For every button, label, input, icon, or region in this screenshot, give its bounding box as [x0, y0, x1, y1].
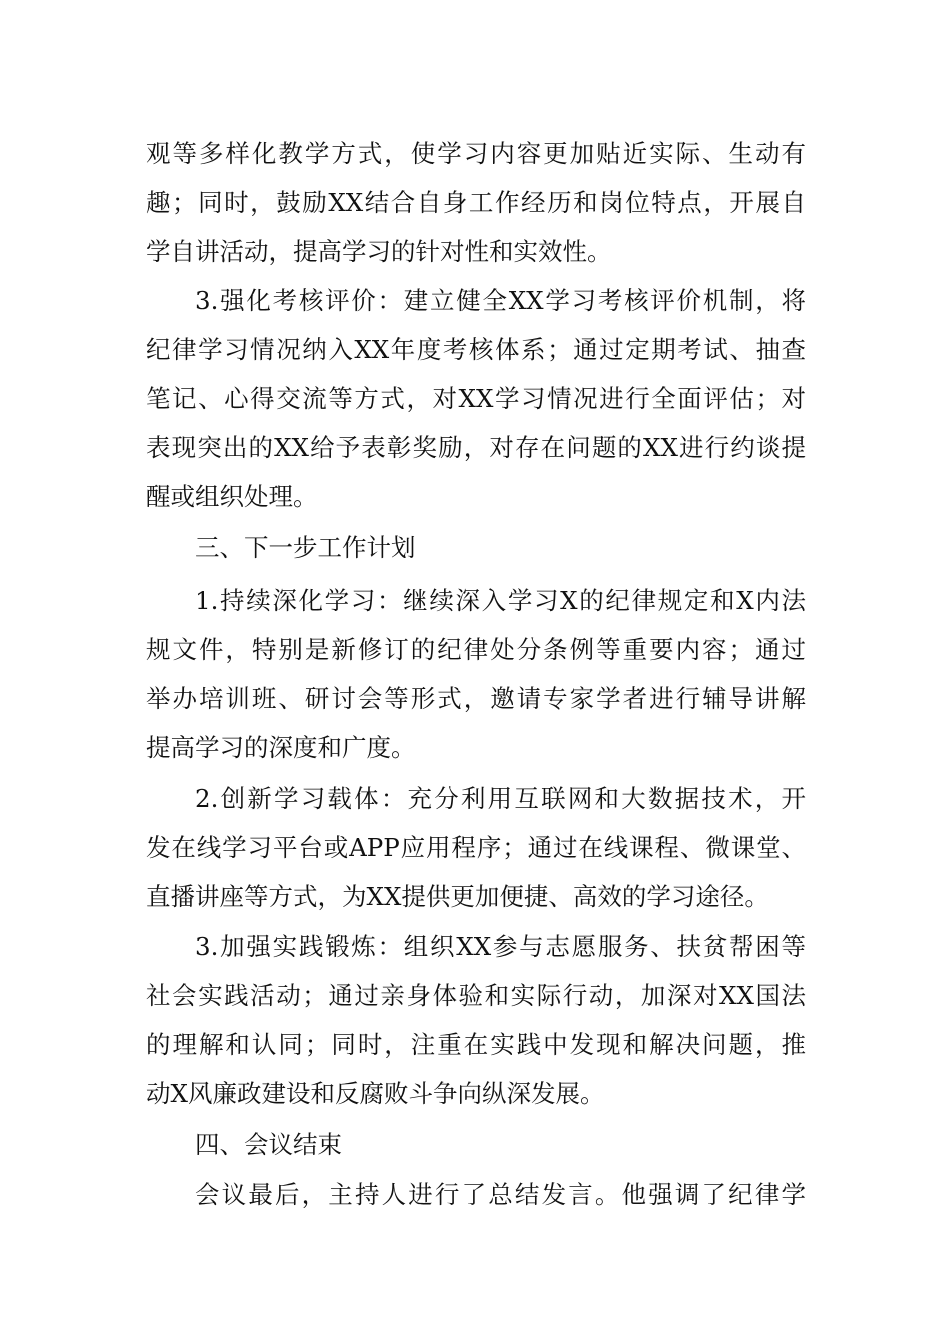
text-line: 学自讲活动，提高学习的针对性和实效性。 — [146, 237, 612, 266]
text-line: 提高学习的深度和广度。 — [146, 733, 416, 762]
text-line: 发在线学习平台或APP应用程序；通过在线课程、微课堂、 — [146, 833, 806, 862]
text-line: 表现突出的XX给予表彰奖励，对存在问题的XX进行约谈提 — [146, 433, 806, 462]
text-line: 3.强化考核评价：建立健全XX学习考核评价机制，将 — [195, 286, 806, 315]
text-line: 3.加强实践锻炼：组织XX参与志愿服务、扶贫帮困等 — [195, 932, 806, 961]
text-line: 举办培训班、研讨会等形式，邀请专家学者进行辅导讲解 — [146, 684, 806, 713]
text-line: 笔记、心得交流等方式，对XX学习情况进行全面评估；对 — [146, 384, 806, 413]
section-heading: 四、会议结束 — [195, 1130, 342, 1159]
text-line: 动X风廉政建设和反腐败斗争向纵深发展。 — [146, 1079, 605, 1108]
text-line: 的理解和认同；同时，注重在实践中发现和解决问题，推 — [146, 1030, 806, 1059]
text-line: 纪律学习情况纳入XX年度考核体系；通过定期考试、抽查 — [146, 335, 806, 364]
text-line: 醒或组织处理。 — [146, 482, 318, 511]
text-line: 观等多样化教学方式，使学习内容更加贴近实际、生动有 — [146, 139, 806, 168]
section-heading: 三、下一步工作计划 — [195, 533, 416, 562]
text-line: 趣；同时，鼓励XX结合自身工作经历和岗位特点，开展自 — [146, 188, 806, 217]
text-line: 2.创新学习载体：充分利用互联网和大数据技术，开 — [195, 784, 806, 813]
text-line: 社会实践活动；通过亲身体验和实际行动，加深对XX国法 — [146, 981, 806, 1010]
text-line: 会议最后，主持人进行了总结发言。他强调了纪律学 — [195, 1180, 806, 1209]
text-line: 规文件，特别是新修订的纪律处分条例等重要内容；通过 — [146, 635, 806, 664]
text-line: 1.持续深化学习：继续深入学习X的纪律规定和X内法 — [195, 586, 806, 615]
text-line: 直播讲座等方式，为XX提供更加便捷、高效的学习途径。 — [146, 882, 769, 911]
